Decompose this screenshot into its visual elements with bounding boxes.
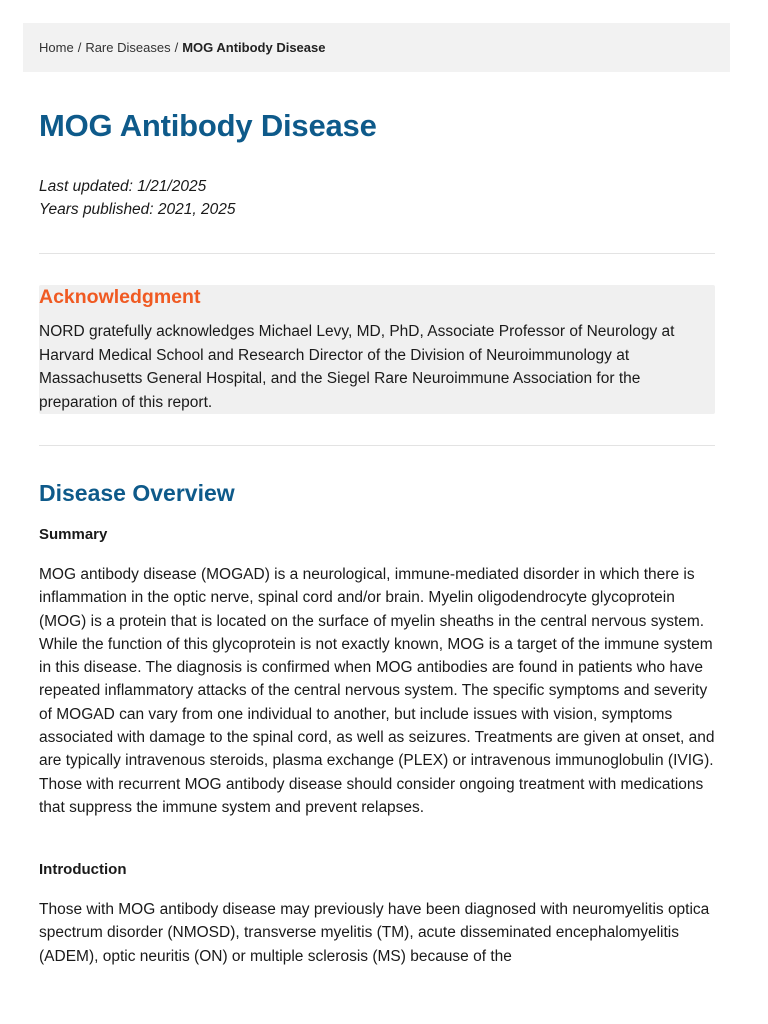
years-published: Years published: 2021, 2025 (39, 201, 236, 218)
acknowledgment-panel (39, 285, 715, 414)
divider (39, 445, 715, 446)
page-meta (39, 175, 236, 221)
page-title: MOG Antibody Disease (39, 108, 377, 143)
summary-text: MOG antibody disease (MOGAD) is a neurological, immune-mediated disorder in which there is inflammation in the optic nerve, spinal cord and/or brain. Myelin oligodendrocyte glycoprotein (MOG) is a protein that is located on the surface of myelin sheaths in the central nervous system. While the function of this glycoprotein is not exactly known, MOG is a target of the immune system in this disease. The diagnosis is confirmed when MOG antibodies are found in patients who have repeated inflammatory attacks of the central nervous system. The specific symptoms and severity of MOGAD can vary from one individual to another, but include issues with vision, symptoms associated with damage to the spinal cord, as well as seizures. Treatments are given at onset, and are typically intravenous steroids, plasma exchange (PLEX) or intravenous immunoglobulin (IVIG). Those with recurrent MOG antibody disease should consider ongoing treatment with medications that suppress the immune system and prevent relapses. (39, 566, 715, 816)
divider (39, 253, 715, 254)
breadcrumb (23, 23, 730, 72)
acknowledgment-heading: Acknowledgment (39, 286, 201, 308)
last-updated: Last updated: 1/21/2025 (39, 178, 207, 195)
breadcrumb-rare-diseases-link[interactable]: Rare Diseases (85, 40, 171, 55)
introduction-text: Those with MOG antibody disease may previously have been diagnosed with neuromyelitis optica spectrum disorder (NMOSD), transverse myelitis (TM), acute disseminated encephalomyelitis (ADEM), optic neuritis (ON) or multiple sclerosis (MS) because of the (39, 901, 710, 965)
breadcrumb-home-link[interactable]: Home (39, 40, 74, 55)
breadcrumb-separator: / (77, 40, 82, 55)
introduction-heading: Introduction (39, 861, 127, 878)
disease-overview-heading: Disease Overview (39, 480, 235, 506)
breadcrumb-separator: / (174, 40, 179, 55)
acknowledgment-text: NORD gratefully acknowledges Michael Levy, MD, PhD, Associate Professor of Neurology at Harvard Medical School and Research Director of the Division of Neuroimmunology at Massachusetts General Hospital, and the Siegel Rare Neuroimmune Association for the preparation of this report. (39, 323, 675, 411)
summary-heading: Summary (39, 526, 108, 543)
breadcrumb-current: MOG Antibody Disease (182, 40, 326, 55)
